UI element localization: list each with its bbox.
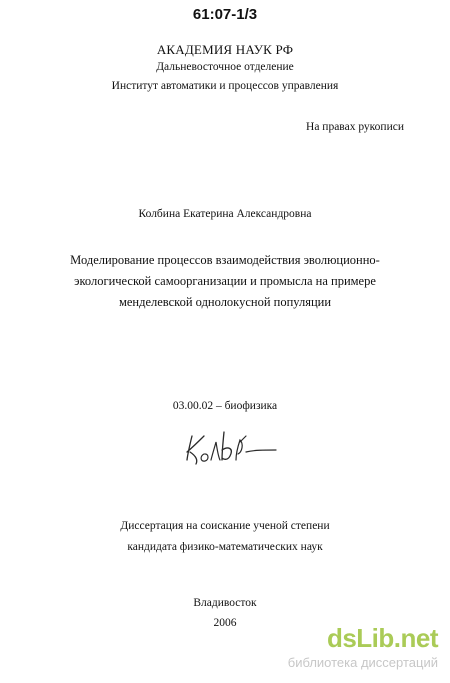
title-line: Моделирование процессов взаимодействия эволюционно-: [70, 253, 380, 267]
degree-line: кандидата физико-математических наук: [127, 541, 323, 553]
watermark-tagline: библиотека диссертаций: [287, 655, 438, 670]
watermark-logo: dsLib.net: [326, 623, 438, 653]
degree-line: Диссертация на соискание ученой степени: [120, 520, 330, 532]
specialty-code: 03.00.02 – биофизика: [172, 400, 278, 412]
watermark: [250, 623, 440, 677]
rights-note: На правах рукописи: [306, 121, 404, 133]
degree-statement: [0, 516, 450, 558]
author-name: Колбина Екатерина Александровна: [138, 208, 312, 220]
signature-icon: [178, 426, 278, 470]
branch-name: Дальневосточное отделение: [156, 61, 294, 73]
title-line: менделевской однолокусной популяции: [118, 295, 332, 309]
dissertation-title: [0, 250, 450, 313]
title-line: экологической самоорганизации и промысла на примере: [74, 274, 376, 288]
institute-name: Институт автоматики и процессов управления: [111, 80, 339, 92]
archive-code: 61:07-1/3: [192, 6, 258, 23]
city: Владивосток: [193, 597, 257, 609]
year: 2006: [213, 617, 237, 629]
academy-name: АКАДЕМИЯ НАУК РФ: [156, 42, 294, 57]
